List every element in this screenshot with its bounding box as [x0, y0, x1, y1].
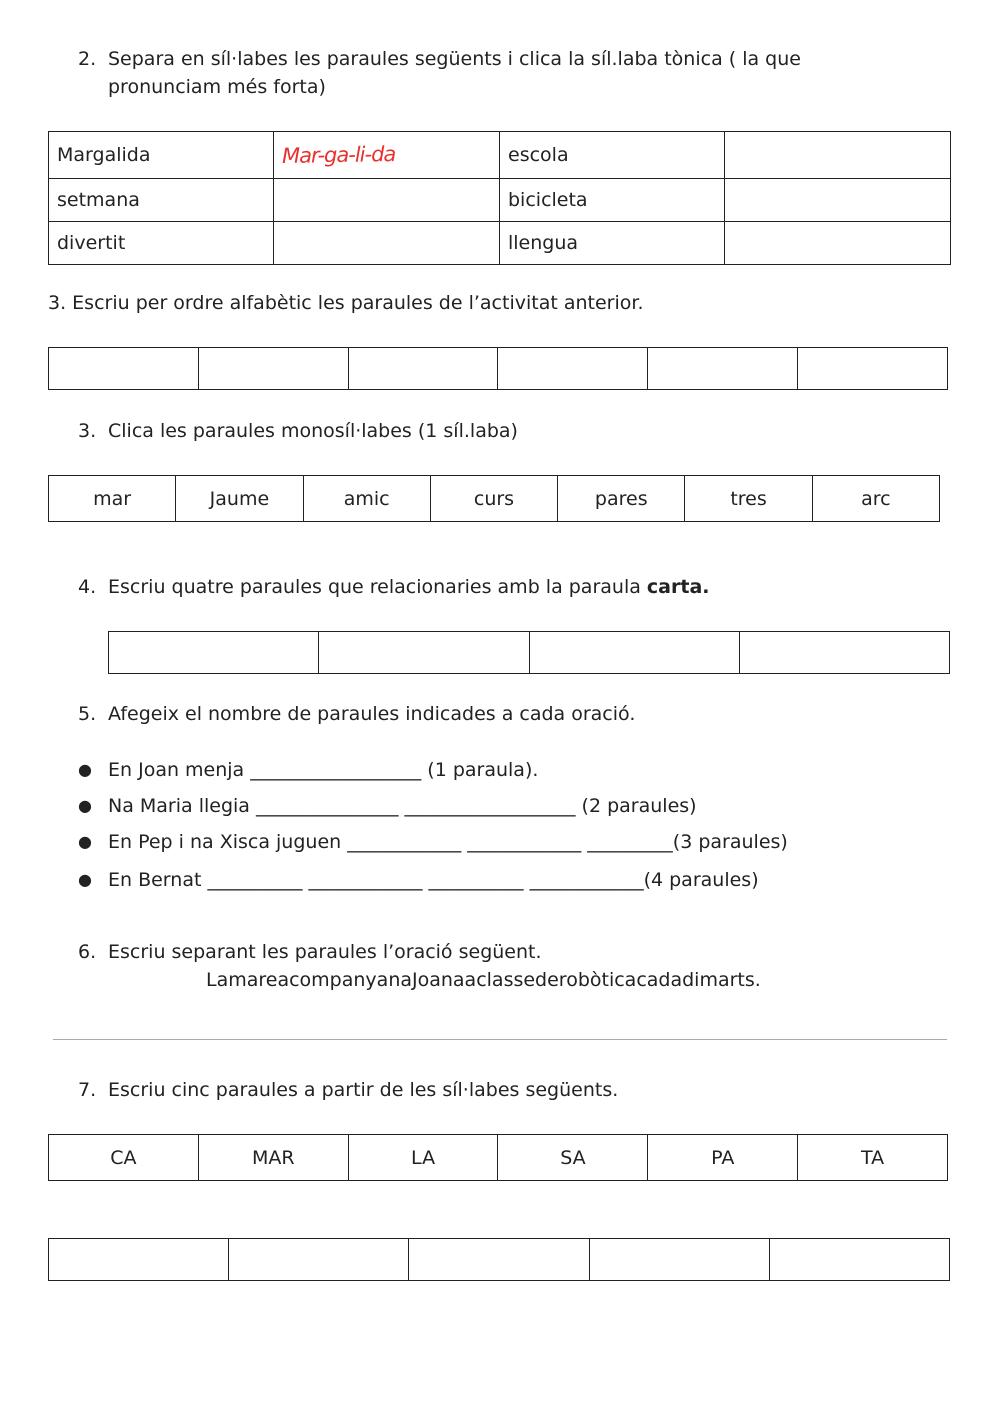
list-item	[78, 828, 958, 856]
syllable-cell: PA	[648, 1135, 798, 1181]
bullet-icon: ●	[78, 760, 92, 779]
list-item	[78, 756, 958, 784]
question-3-monosyllables	[78, 417, 778, 445]
word-option-jaume[interactable]: Jaume	[176, 476, 303, 522]
answer-cell[interactable]	[529, 632, 739, 674]
answer-cell[interactable]	[739, 632, 949, 674]
word-option-amic[interactable]: amic	[303, 476, 430, 522]
list-item	[78, 792, 958, 820]
table-row	[109, 632, 950, 674]
word-option-pares[interactable]: pares	[558, 476, 685, 522]
fill-in-sentence[interactable]: En Bernat __________ ____________ __________ ____________(4 paraules)	[108, 869, 759, 891]
question-5-text: Afegeix el nombre de paraules indicades a cada oració.	[108, 703, 636, 725]
question-3-alphabetical: 3. Escriu per ordre alfabètic les paraules de l’activitat anterior.	[48, 292, 644, 314]
five-words-answer-table	[48, 1238, 950, 1281]
answer-cell[interactable]	[274, 132, 500, 179]
question-6-number: 6.	[78, 941, 97, 963]
answer-cell[interactable]	[589, 1239, 769, 1281]
bullet-icon: ●	[78, 796, 92, 815]
table-row	[49, 1239, 950, 1281]
table-row	[49, 348, 948, 390]
syllable-cell: SA	[498, 1135, 648, 1181]
answer-cell[interactable]	[274, 222, 500, 265]
question-4	[78, 573, 878, 601]
question-2	[78, 45, 958, 105]
syllable-split-table	[48, 131, 951, 265]
question-5-number: 5.	[78, 703, 97, 725]
answer-cell[interactable]	[109, 632, 319, 674]
alphabetical-answer-table	[48, 347, 948, 390]
question-6	[78, 938, 878, 998]
bullet-icon: ●	[78, 832, 92, 851]
answer-cell[interactable]	[348, 348, 498, 390]
question-2-number: 2.	[78, 48, 97, 70]
handwritten-answer: Mar-ga-li-da	[281, 142, 396, 168]
answer-cell[interactable]	[229, 1239, 409, 1281]
answer-cell[interactable]	[798, 348, 948, 390]
word-cell: llengua	[500, 222, 725, 265]
question-4-text: Escriu quatre paraules que relacionaries amb la paraula	[108, 576, 641, 598]
answer-line[interactable]	[53, 1039, 947, 1040]
word-option-tres[interactable]: tres	[685, 476, 812, 522]
question-7-text: Escriu cinc paraules a partir de les síl·labes següents.	[108, 1079, 619, 1101]
answer-cell[interactable]	[725, 132, 951, 179]
question-3b-text: Clica les paraules monosíl·labes (1 síl.laba)	[108, 420, 518, 442]
answer-cell[interactable]	[319, 632, 529, 674]
related-words-table	[108, 631, 950, 674]
table-row	[49, 222, 951, 265]
word-option-curs[interactable]: curs	[430, 476, 557, 522]
syllables-table	[48, 1134, 948, 1181]
syllable-cell: CA	[49, 1135, 199, 1181]
list-item	[78, 866, 958, 894]
question-2-text-line2: pronunciam més forta)	[108, 76, 326, 98]
table-row	[49, 1135, 948, 1181]
answer-cell[interactable]	[498, 348, 648, 390]
answer-cell[interactable]	[49, 1239, 229, 1281]
word-cell: divertit	[49, 222, 274, 265]
question-4-text-wrap	[108, 573, 710, 601]
question-7-number: 7.	[78, 1079, 97, 1101]
word-cell: setmana	[49, 179, 274, 222]
question-5	[78, 700, 878, 728]
answer-cell[interactable]	[274, 179, 500, 222]
run-together-sentence: LamareacompanyanaJoanaaclassederobòticacadadimarts.	[206, 969, 761, 991]
syllable-cell: LA	[348, 1135, 498, 1181]
table-row	[49, 179, 951, 222]
table-row	[49, 476, 940, 522]
word-cell: escola	[500, 132, 725, 179]
answer-cell[interactable]	[725, 222, 951, 265]
word-option-mar[interactable]: mar	[49, 476, 176, 522]
answer-cell[interactable]	[725, 179, 951, 222]
answer-cell[interactable]	[409, 1239, 589, 1281]
fill-in-sentence[interactable]: En Joan menja __________________ (1 paraula).	[108, 759, 539, 781]
answer-cell[interactable]	[648, 348, 798, 390]
bullet-icon: ●	[78, 870, 92, 889]
answer-cell[interactable]	[769, 1239, 949, 1281]
question-6-text: Escriu separant les paraules l’oració següent.	[108, 941, 542, 963]
word-cell: bicicleta	[500, 179, 725, 222]
table-row	[49, 132, 951, 179]
answer-cell[interactable]	[49, 348, 199, 390]
word-cell: Margalida	[49, 132, 274, 179]
monosyllable-word-table	[48, 475, 940, 522]
fill-in-sentence[interactable]: Na Maria llegia _______________ __________________ (2 paraules)	[108, 795, 697, 817]
answer-cell[interactable]	[198, 348, 348, 390]
word-option-arc[interactable]: arc	[812, 476, 939, 522]
syllable-cell: MAR	[198, 1135, 348, 1181]
question-4-bold-word: carta.	[646, 576, 710, 598]
syllable-cell: TA	[798, 1135, 948, 1181]
question-2-text-line1: Separa en síl·labes les paraules següents i clica la síl.laba tònica ( la que	[108, 48, 801, 70]
fill-in-sentence[interactable]: En Pep i na Xisca juguen ____________ ____________ _________(3 paraules)	[108, 831, 788, 853]
question-3b-number: 3.	[78, 420, 97, 442]
question-7	[78, 1076, 878, 1104]
question-4-number: 4.	[78, 576, 97, 598]
